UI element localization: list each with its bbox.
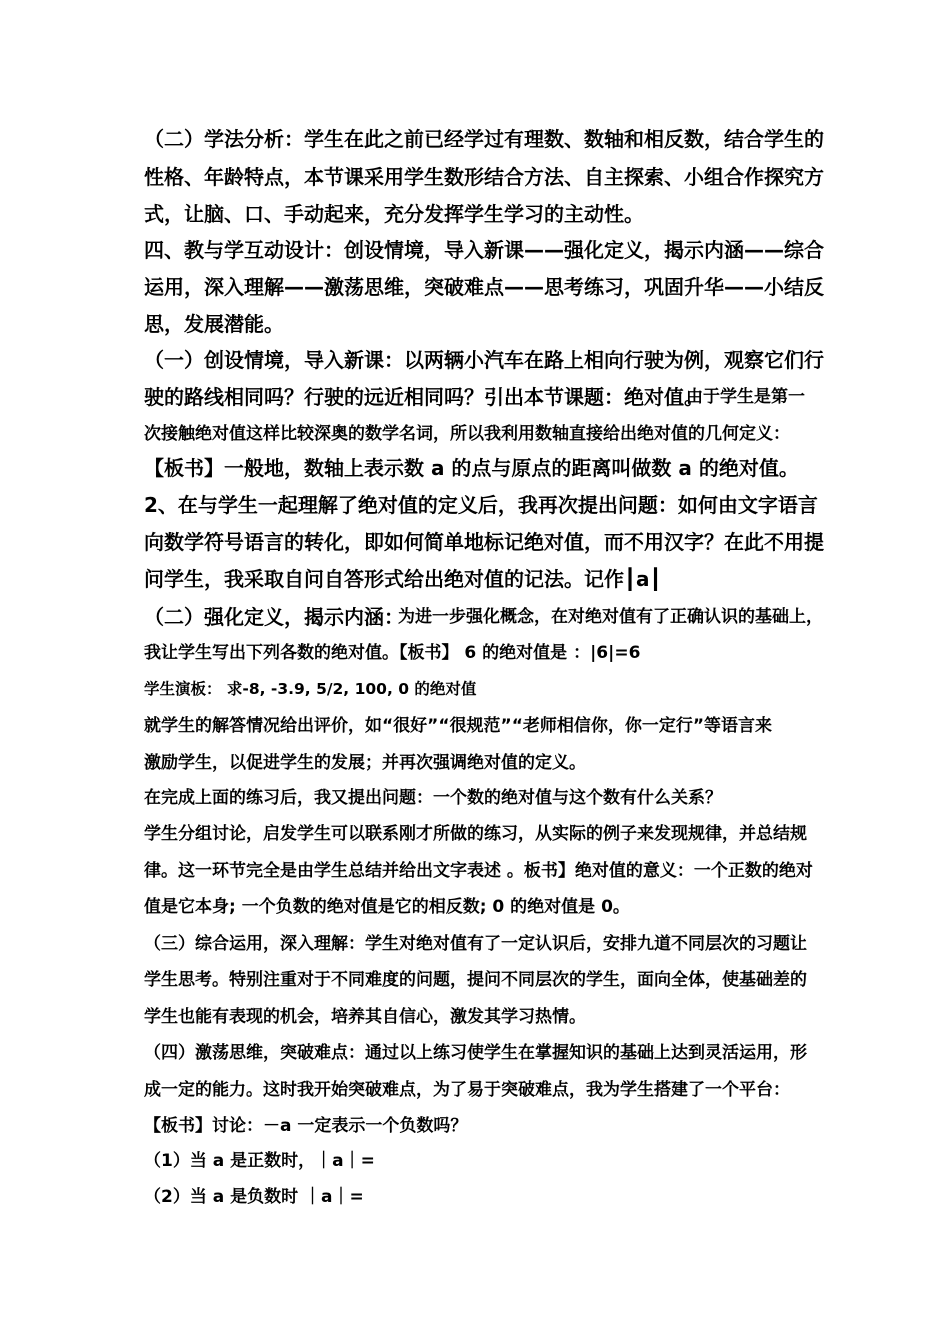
text-line: 学生思考。特别注重对于不同难度的问题，提问不同层次的学生，面向全体，使基础差的 (144, 970, 807, 990)
text-line: （四）激荡思维，突破难点：通过以上练习使学生在掌握知识的基础上达到灵活运用，形 (144, 1043, 807, 1063)
text-line: 向数学符号语言的转化，即如何简单地标记绝对值，而不用汉字？在此不用提 (144, 530, 824, 554)
text-line: 学生也能有表现的机会，培养其自信心，激发其学习热情。 (144, 1007, 586, 1027)
text-line: 学生分组讨论，启发学生可以联系刚才所做的练习，从实际的例子来发现规律，并总结规 (144, 824, 807, 844)
text-line: 律。这一环节完全是由学生总结并给出文字表述 。板书】绝对值的意义：一个正数的绝对 (144, 861, 813, 881)
section-heading: （二）强化定义，揭示内涵： (144, 605, 404, 629)
text-line: 2、在与学生一起理解了绝对值的定义后，我再次提出问题：如何由文字语言 (144, 493, 818, 517)
text-line: 为进一步强化概念，在对绝对值有了正确认识的基础上， (398, 607, 823, 627)
text-line: （三）综合运用，深入理解：学生对绝对值有了一定认识后，安排九道不同层次的习题让 (144, 934, 807, 954)
text-line: （二）学法分析：学生在此之前已经学过有理数、数轴和相反数，结合学生的 (144, 127, 824, 151)
text-line: 次接触绝对值这样比较深奥的数学名词，所以我利用数轴直接给出绝对值的几何定义： (144, 424, 790, 444)
text-line: 就学生的解答情况给出评价，如“很好”“很规范”“老师相信你，你一定行”等语言来 (144, 716, 773, 736)
list-item: （2）当 a 是负数时 ｜a｜= (144, 1187, 364, 1207)
text-line: 式，让脑、口、手动起来，充分发挥学生学习的主动性。 (144, 202, 644, 226)
text-line: 成一定的能力。这时我开始突破难点，为了易于突破难点，我为学生搭建了一个平台： (144, 1080, 790, 1100)
text-line: （一）创设情境，导入新课：以两辆小汽车在路上相向行驶为例，观察它们行 (144, 348, 824, 372)
text-line: 性格、年龄特点，本节课采用学生数形结合方法、自主探索、小组合作探究方 (144, 165, 824, 189)
text-line: 驶的路线相同吗？行驶的远近相同吗？引出本节课题：绝对值。 (144, 385, 704, 409)
text-line: 我让学生写出下列各数的绝对值。【板书】 6 的绝对值是 ：|6|=6 (144, 643, 641, 663)
text-line: 由于学生是第一 (686, 387, 805, 407)
list-item: （1）当 a 是正数时，｜a｜= (144, 1151, 375, 1171)
text-line: 在完成上面的练习后，我又提出问题：一个数的绝对值与这个数有什么关系？ (144, 788, 722, 808)
board-note: 【板书】一般地，数轴上表示数 a 的点与原点的距离叫做数 a 的绝对值。 (144, 456, 799, 480)
text-line: 值是它本身; 一个负数的绝对值是它的相反数; 0 的绝对值是 0。 (144, 897, 630, 917)
text-line: 激励学生，以促进学生的发展；并再次强调绝对值的定义。 (144, 753, 586, 773)
text-line: 运用，深入理解——激荡思维，突破难点——思考练习，巩固升华——小结反 (144, 275, 824, 299)
board-note: 【板书】讨论：－a 一定表示一个负数吗？ (144, 1116, 468, 1136)
text-line: 四、教与学互动设计：创设情境，导入新课——强化定义，揭示内涵——综合 (144, 238, 824, 262)
text-line: 问学生，我采取自问自答形式给出绝对值的记法。记作┃a┃ (144, 567, 662, 591)
text-line: 学生演板： 求-8, -3.9, 5/2, 100, 0 的绝对值 (144, 680, 477, 698)
text-line: 思，发展潜能。 (144, 312, 284, 336)
